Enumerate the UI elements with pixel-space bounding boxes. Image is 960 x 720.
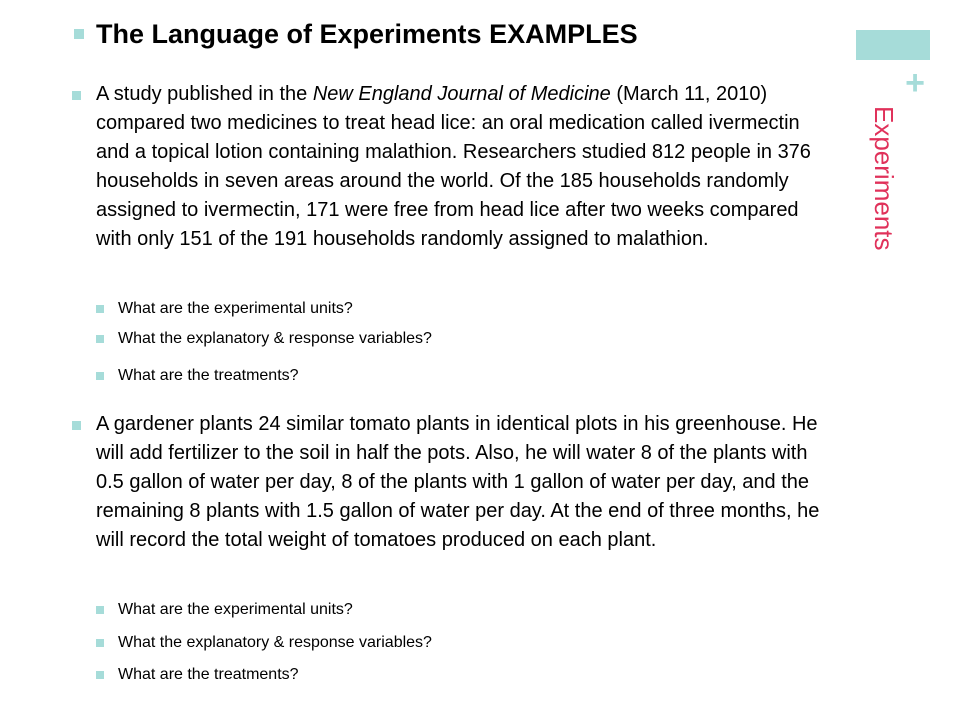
accent-bar bbox=[856, 30, 930, 60]
slide-title: The Language of Experiments EXAMPLES bbox=[96, 19, 638, 49]
journal-name: New England Journal of Medicine bbox=[312, 83, 611, 105]
square-bullet-icon bbox=[96, 639, 104, 647]
example-1-text bbox=[96, 80, 836, 254]
square-bullet-icon bbox=[96, 372, 104, 380]
example-1-question-1: What are the experimental units? bbox=[118, 300, 353, 317]
square-bullet-icon bbox=[96, 305, 104, 313]
plus-icon: + bbox=[905, 64, 925, 102]
example-1-question-2: What the explanatory & response variables? bbox=[118, 330, 432, 347]
example-1-text-after: (March 11, 2010) compared two medicines to treat head lice: an oral medication called ivermectin and a topical lotion containing malathion. Researchers studied 812 people in 376 households in seven areas around the world. Of the 185 households randomly assigned to ivermectin, 171 were free from head lice after two weeks compared with only 151 of the 191 households randomly assigned to malathion. bbox=[96, 83, 811, 250]
example-2-question-3: What are the treatments? bbox=[118, 666, 299, 683]
square-bullet-icon bbox=[96, 335, 104, 343]
square-bullet-icon bbox=[72, 91, 81, 100]
example-2-text: A gardener plants 24 similar tomato plants in identical plots in his greenhouse. He will add fertilizer to the soil in half the pots. Also, he will water 8 of the plants with 0.5 gallon of water per day, 8 of the plants with 1 gallon of water per day, and the remaining 8 plants with 1.5 gallon of water per day. At the end of three months, he will record the total weight of tomatoes produced on each plant. bbox=[96, 413, 820, 551]
square-bullet-icon bbox=[96, 671, 104, 679]
example-1-question-3: What are the treatments? bbox=[118, 367, 299, 384]
side-title: Experiments bbox=[869, 106, 899, 251]
square-bullet-icon bbox=[72, 421, 81, 430]
example-2-question-2: What the explanatory & response variables? bbox=[118, 634, 432, 651]
square-bullet-icon bbox=[74, 29, 84, 39]
example-2-question-1: What are the experimental units? bbox=[118, 601, 353, 618]
example-1-text-before: A study published in the bbox=[96, 83, 313, 105]
square-bullet-icon bbox=[96, 606, 104, 614]
